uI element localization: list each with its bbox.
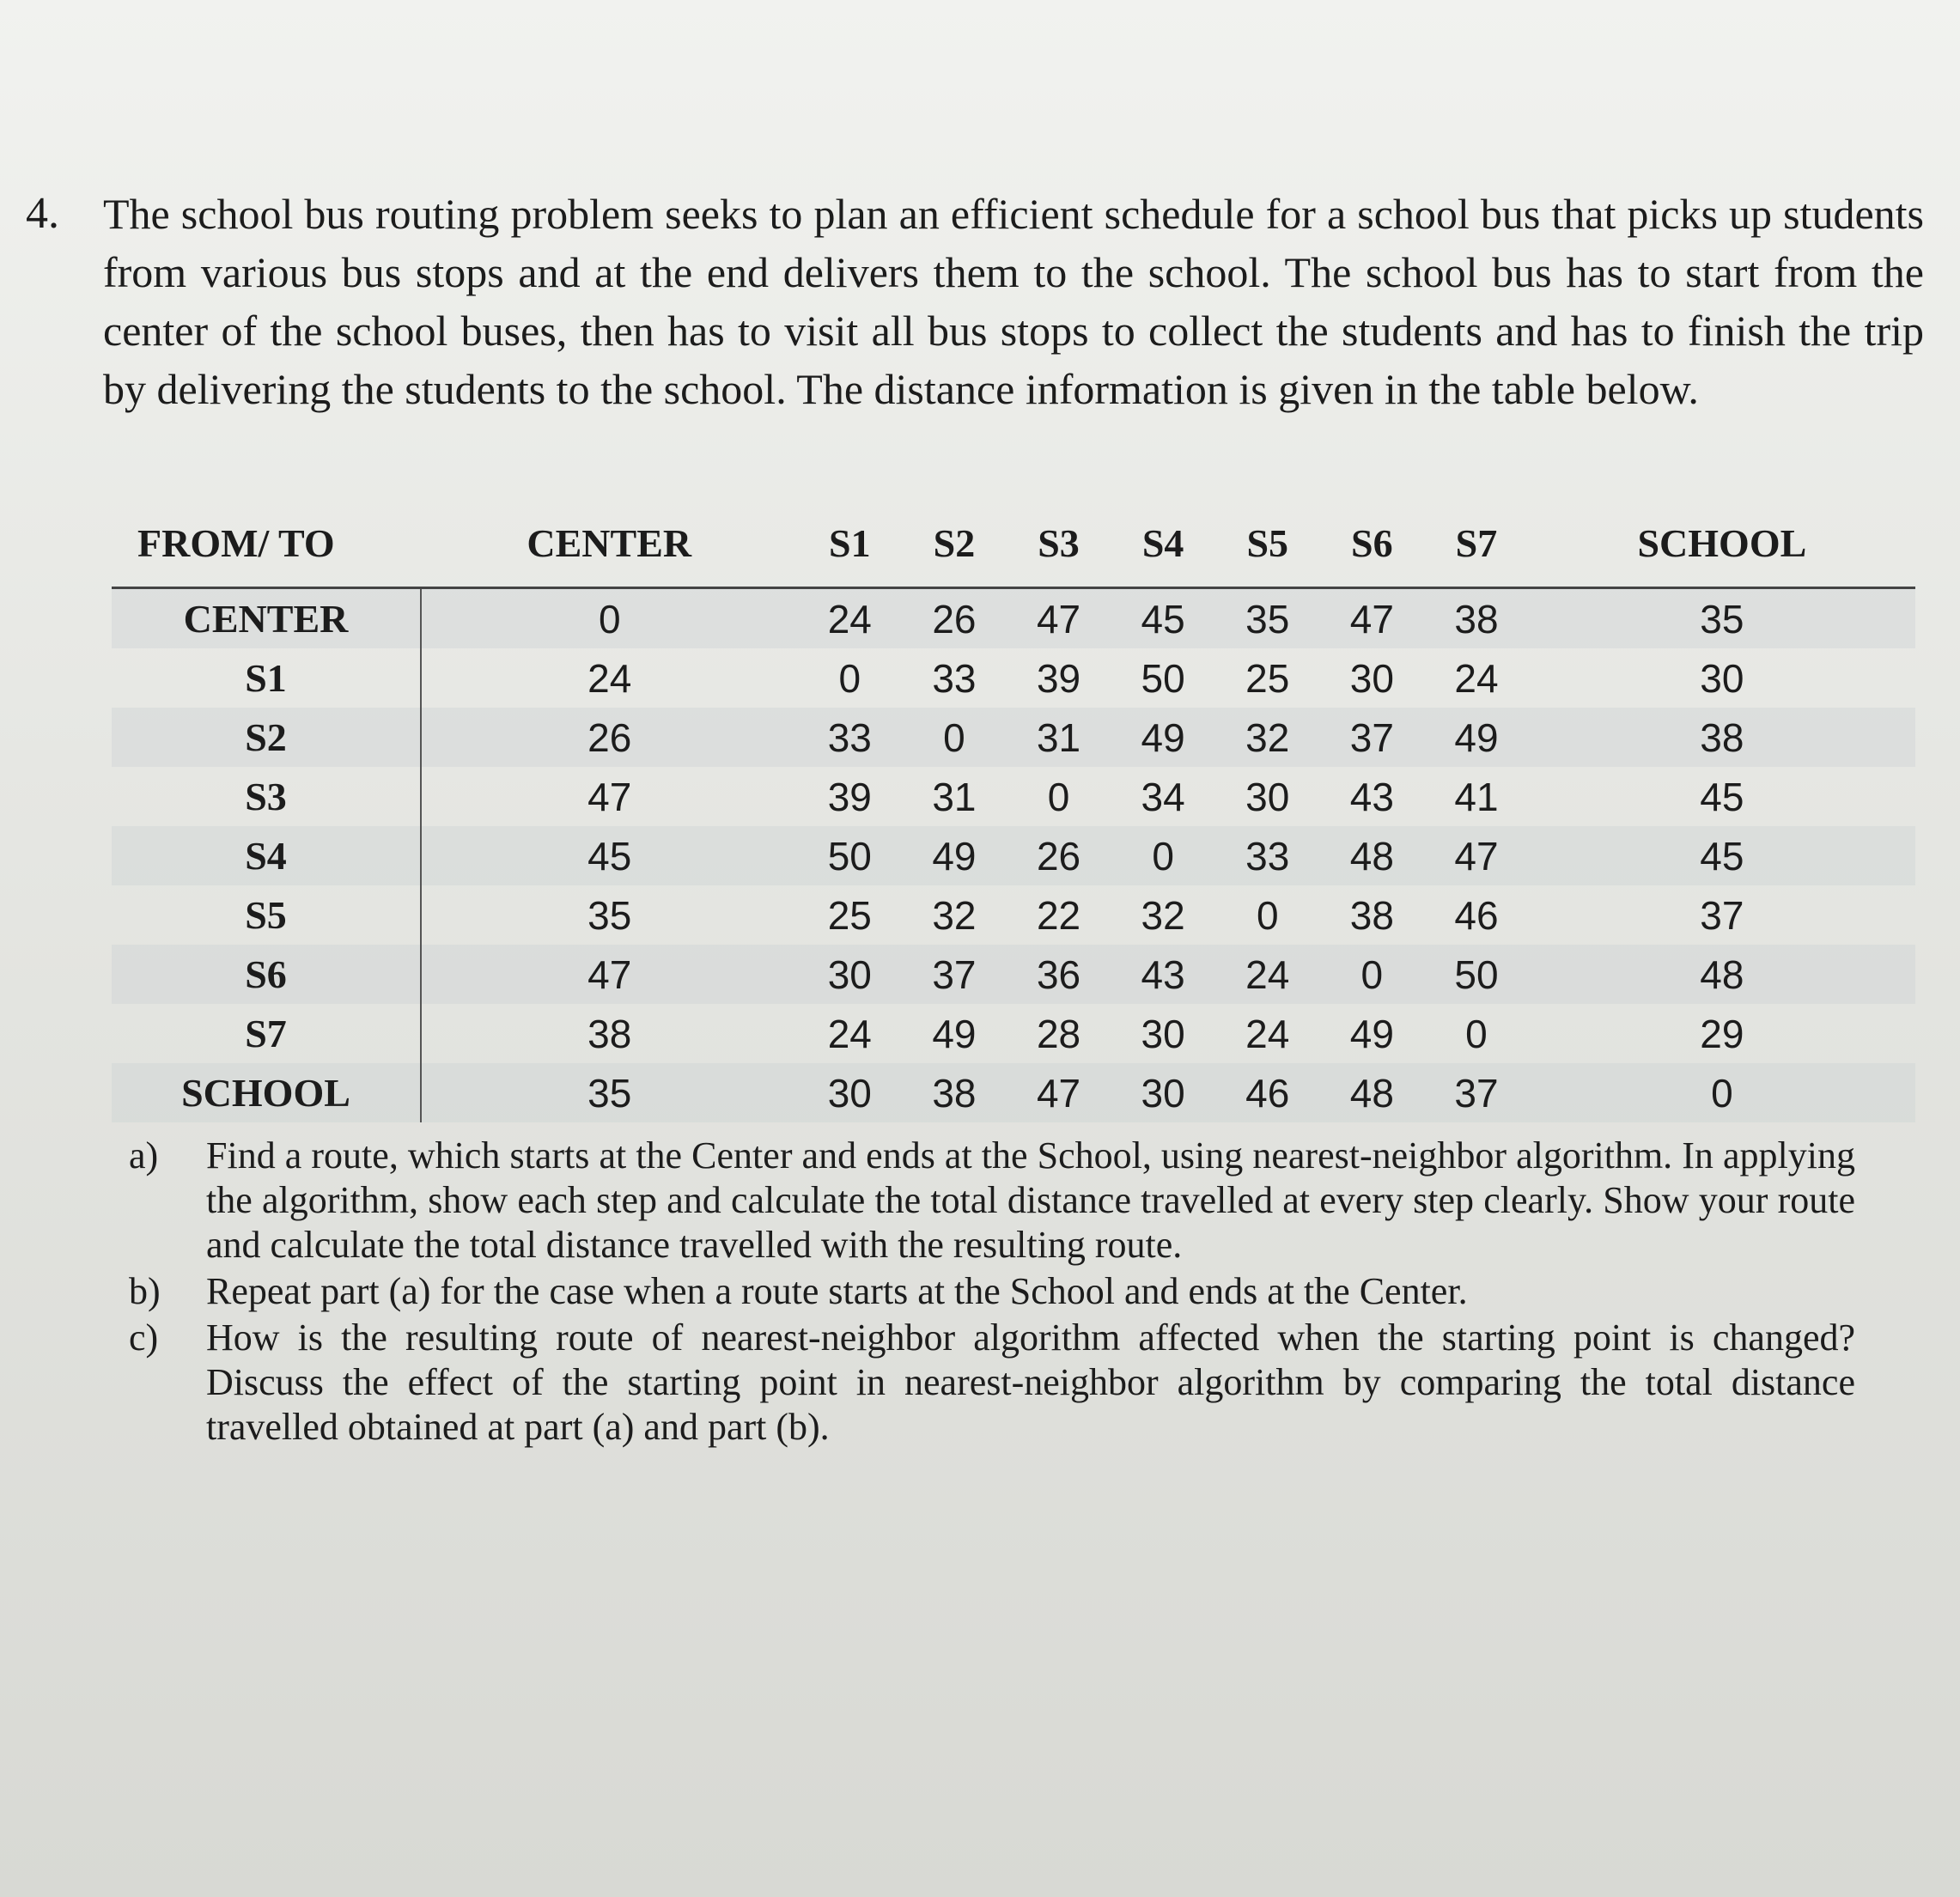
table-cell: 24: [827, 1011, 872, 1056]
table-cell: 37: [1424, 1063, 1529, 1122]
question-number: 4.: [26, 189, 59, 238]
table-cell: 32: [932, 892, 977, 938]
table-cell: 26: [902, 588, 1007, 649]
table-cell: 29: [1700, 1011, 1744, 1056]
table-cell: 43: [1349, 774, 1394, 819]
table-row: [112, 1004, 1915, 1063]
table-cell: 35: [1215, 588, 1320, 649]
part-text: Find a route, which starts at the Center and ends at the School, using nearest-neighbor algorithm. In applying the algorithm, show each step and calculate the total distance travelled at every step clearly. Show your route and calculate the total distance travelled with the resulting route.: [206, 1134, 1855, 1266]
table-row: [112, 588, 1915, 649]
distance-table: [112, 511, 1915, 1122]
table-cell: 47: [1007, 588, 1111, 649]
table-cell: 26: [1007, 826, 1111, 885]
table-cell: 24: [1245, 1011, 1290, 1056]
part-c: [129, 1316, 1855, 1450]
table-cell: 49: [932, 1011, 977, 1056]
table-cell: 41: [1454, 774, 1499, 819]
column-header: S5: [1215, 511, 1320, 588]
table-cell: 45: [421, 826, 798, 885]
part-b: [129, 1269, 1855, 1314]
column-header: S2: [902, 511, 1007, 588]
table-cell: 45: [1111, 588, 1215, 649]
table-cell: 39: [1036, 655, 1081, 701]
table-cell: 0: [1256, 892, 1279, 938]
table-cell: 38: [1424, 588, 1529, 649]
table-cell: 31: [932, 774, 977, 819]
table-cell: 36: [1007, 945, 1111, 1004]
table-cell: 30: [1700, 655, 1744, 701]
table-cell: 47: [1007, 1063, 1111, 1122]
table-cell: 47: [587, 774, 632, 819]
table-cell: 25: [1245, 655, 1290, 701]
table-cell: 49: [1111, 708, 1215, 767]
table-cell: 26: [421, 708, 798, 767]
table-cell: 35: [587, 892, 632, 938]
column-header: S1: [798, 511, 903, 588]
table-row: [112, 945, 1915, 1004]
part-label: c): [129, 1316, 159, 1359]
column-header: S7: [1424, 511, 1529, 588]
table-cell: 43: [1111, 945, 1215, 1004]
table-cell: 24: [798, 588, 903, 649]
table-cell: 33: [932, 655, 977, 701]
row-header: S5: [112, 885, 421, 945]
table-cell: 49: [1424, 708, 1529, 767]
table-cell: 49: [902, 826, 1007, 885]
table-row: [112, 885, 1915, 945]
table-cell: 46: [1215, 1063, 1320, 1122]
table-cell: 32: [1141, 892, 1185, 938]
table-cell: 0: [1047, 774, 1070, 819]
table-cell: 34: [1141, 774, 1185, 819]
table-cell: 0: [1111, 826, 1215, 885]
table-cell: 25: [827, 892, 872, 938]
table-cell: 24: [1215, 945, 1320, 1004]
table-cell: 38: [1529, 708, 1915, 767]
column-header: S6: [1320, 511, 1425, 588]
table-cell: 48: [1320, 1063, 1425, 1122]
table-cell: 39: [827, 774, 872, 819]
table-cell: 30: [1141, 1011, 1185, 1056]
problem-statement: [26, 185, 1933, 418]
table-cell: 38: [902, 1063, 1007, 1122]
table-cell: 35: [1529, 588, 1915, 649]
table-cell: 37: [902, 945, 1007, 1004]
table-cell: 35: [421, 1063, 798, 1122]
table-cell: 46: [1454, 892, 1499, 938]
table-cell: 24: [1454, 655, 1499, 701]
table-cell: 0: [902, 708, 1007, 767]
row-header: S3: [112, 767, 421, 826]
table-cell: 30: [798, 945, 903, 1004]
table-cell: 38: [1349, 892, 1394, 938]
table-cell: 32: [1215, 708, 1320, 767]
table-cell: 30: [1349, 655, 1394, 701]
table-cell: 28: [1036, 1011, 1081, 1056]
table-cell: 33: [798, 708, 903, 767]
table-cell: 0: [421, 588, 798, 649]
table-row: [112, 826, 1915, 885]
table-cell: 48: [1320, 826, 1425, 885]
row-header: CENTER: [112, 588, 421, 649]
table-cell: 30: [1111, 1063, 1215, 1122]
column-header: CENTER: [421, 511, 798, 588]
table-cell: 22: [1036, 892, 1081, 938]
table-cell: 37: [1700, 892, 1744, 938]
table-cell: 0: [1465, 1011, 1488, 1056]
column-header: S4: [1111, 511, 1215, 588]
table-cell: 50: [1141, 655, 1185, 701]
table-cell: 24: [587, 655, 632, 701]
row-header: S7: [112, 1004, 421, 1063]
table-cell: 0: [1320, 945, 1425, 1004]
question-stem: The school bus routing problem seeks to plan an efficient schedule for a school bus that picks up students from various bus stops and at the end delivers them to the school. The school bus has to start from the center of the school buses, then has to visit all bus stops to collect the students and has to finish the trip by delivering the students to the school. The distance information is given in the table below.: [103, 190, 1924, 413]
sub-questions: [129, 1134, 1855, 1451]
table-cell: 50: [798, 826, 903, 885]
table-cell: 47: [1320, 588, 1425, 649]
table-cell: 0: [1529, 1063, 1915, 1122]
column-header: SCHOOL: [1529, 511, 1915, 588]
row-header: S2: [112, 708, 421, 767]
table-cell: 30: [798, 1063, 903, 1122]
table-row: [112, 648, 1915, 708]
table-row: [112, 708, 1915, 767]
table-row: [112, 767, 1915, 826]
table-row: [112, 1063, 1915, 1122]
table-cell: 47: [421, 945, 798, 1004]
part-a: [129, 1134, 1855, 1268]
column-header: S3: [1007, 511, 1111, 588]
row-header: SCHOOL: [112, 1063, 421, 1122]
corner-header: FROM/ TO: [112, 511, 421, 588]
part-text: Repeat part (a) for the case when a route starts at the School and ends at the Center.: [206, 1270, 1468, 1312]
row-header: S6: [112, 945, 421, 1004]
table-cell: 37: [1320, 708, 1425, 767]
table-cell: 50: [1424, 945, 1529, 1004]
table-cell: 45: [1529, 826, 1915, 885]
row-header: S1: [112, 648, 421, 708]
part-label: a): [129, 1134, 159, 1177]
table-cell: 45: [1700, 774, 1744, 819]
table-cell: 33: [1215, 826, 1320, 885]
table-cell: 38: [587, 1011, 632, 1056]
table-header-row: [112, 511, 1915, 588]
table-cell: 31: [1007, 708, 1111, 767]
table-cell: 48: [1529, 945, 1915, 1004]
table-cell: 0: [838, 655, 861, 701]
table-body: [112, 588, 1915, 1123]
table-cell: 47: [1424, 826, 1529, 885]
part-text: How is the resulting route of nearest-neighbor algorithm affected when the starting point is changed? Discuss the effect of the starting point in nearest-neighbor algorithm by comparing the total distance travelled obtained at part (a) and part (b).: [206, 1316, 1855, 1448]
part-label: b): [129, 1270, 161, 1312]
table-cell: 49: [1349, 1011, 1394, 1056]
table-cell: 30: [1245, 774, 1290, 819]
row-header: S4: [112, 826, 421, 885]
